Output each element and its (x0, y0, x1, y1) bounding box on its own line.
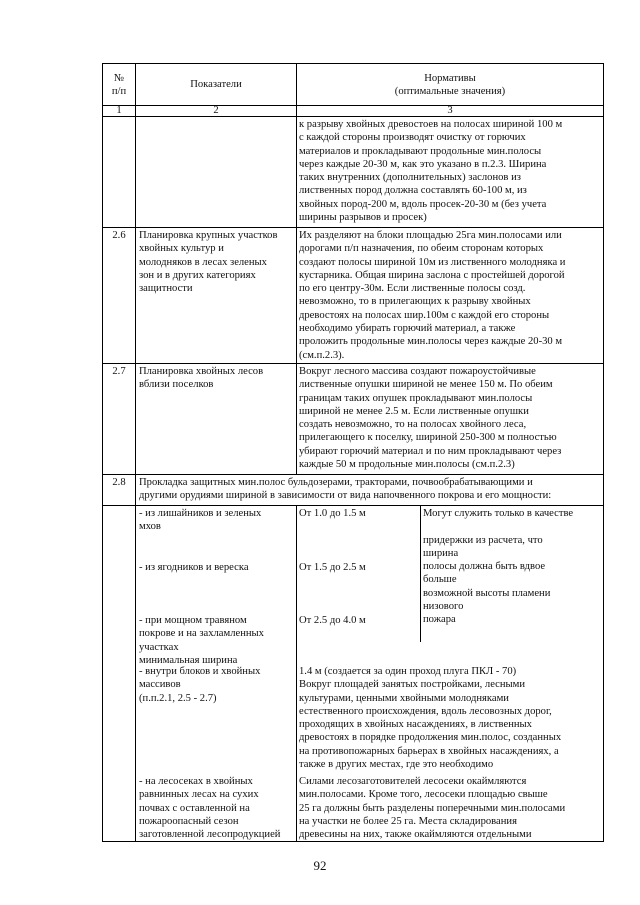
col-number-2: 2 (213, 105, 219, 116)
col-divider-2-bottom (296, 505, 297, 842)
cut-value: Силами лесозаготовителей лесосеки окаймляются мин.полосами. Кроме того, лесосеки площадью свыше 25 га должны быть разделены поперечными мин.полосами на участки не более 25 га. Места складирования древесины на них, также окаймляются отдельными (299, 776, 566, 841)
col-number-3: 3 (447, 105, 453, 116)
col-divider-3-sub (420, 505, 421, 642)
header-norms: Нормативы (оптимальные значения) (394, 73, 506, 98)
cut-label: - на лесосеках в хвойных равнинных лесах на сухих почвах с оставленной на пожароопасный сезон заготовленной лесопродукцией (139, 776, 281, 841)
berry-value: От 1.5 до 2.5 м (299, 562, 366, 573)
blocks-label: - внутри блоков и хвойных массивов (п.п.2.1, 2.5 - 2.7) (139, 666, 261, 704)
page-number: 92 (313, 858, 327, 873)
header-no: № п/п (111, 73, 127, 98)
row-2-6-bottom-line (102, 363, 604, 364)
row-2-7-bottom-line (102, 474, 604, 475)
row-2-6-norm: Их разделяют на блоки площадью 25га мин.полосами или дорогами п/п назначения, по обеим сторонам которых создают полосы шириной 10м из лиственного молодняка и кустарника. Общая ширина заслона с простейшей дорогой по его центру-30м. Если лиственные полосы созд. невозможно, то в прилегающих к разрыву хвойных древостоях на полосах шир.100м с каждой его стороны необходимо убирать горючий материал, а также проложить продольные мин.полосы через каждые 20-30 м (см.п.2.3). (299, 230, 566, 361)
col-divider-2-top (296, 63, 297, 474)
grass-value: От 2.5 до 4.0 м (299, 615, 366, 626)
grass-label: - при мощном травяном покрове и на захламленных участках минимальная ширина (139, 615, 264, 666)
col-divider-1 (135, 63, 136, 842)
row-cont-norm: к разрыву хвойных древостоев на полосах шириной 100 м с каждой стороны производят очистку от горючих материалов и прокладывают продольные мин.полосы через каждые 20-30 м, как это указано в п.2.3. Ширина таких внутренних (дополнительных) заслонов из лиственных пород должна составлять 60-100 м, из хвойных пород-200 м, вдоль просек-20-30 м (без учета ширины разрывов и просек) (299, 119, 563, 224)
berry-label: - из ягодников и вереска (139, 562, 249, 573)
header-indicators: Показатели (190, 79, 242, 90)
lichen-value: От 1.0 до 1.5 м (299, 508, 366, 519)
row-2-6-indicator: Планировка крупных участков хвойных культур и молодняков в лесах зеленых зон и в других категориях защитности (139, 230, 278, 295)
row-2-8-text: Прокладка защитных мин.полос бульдозерами, тракторами, почвообрабатывающими и другими орудиями шириной в зависимости от вида напочвенного покрова и его мощности: (139, 477, 552, 502)
row-2-7-norm: Вокруг лесного массива создают пожароустойчивые лиственные опушки шириной не менее 150 м. По обеим границам таких опушек прокладывают мин.полосы шириной не менее 2.5 м. Если лиственные опушки создать невозможно, то на полосах хвойного леса, прилегающего к поселку, шириной 250-300 м полностью убирают горючий материал и по ним прокладывают через каждые 50 м продольные мин.полосы (см.п.2.3) (299, 366, 562, 471)
flame-note: Могут служить только в качестве придержки из расчета, что ширина полосы должна быть вдвое больше возможной высоты пламени низового пожара (423, 508, 574, 626)
row-2-8-bottom-line (102, 505, 604, 506)
row-2-7-number: 2.7 (112, 366, 126, 377)
row-2-8-number: 2.8 (112, 477, 126, 488)
lichen-label: - из лишайников и зеленых мхов (139, 508, 262, 533)
col-number-1: 1 (116, 105, 122, 116)
row-2-7-indicator: Планировка хвойных лесов вблизи поселков (139, 366, 264, 391)
blocks-value: 1.4 м (создается за один проход плуга ПКЛ - 70) Вокруг площадей занятых постройками, лесными культурами, ценными хвойными молодняками естественного происхождения, вдоль лесовозных дорог, проходящих в хвойных насаждениях, в лиственных древостоях в порядке продолжения мин.полос, созданных на противопожарных барьерах в хвойных насаждениях, а также в других местах, где это необходимо (299, 666, 562, 771)
row-cont-bottom-line (102, 227, 604, 228)
row-2-6-number: 2.6 (112, 230, 126, 241)
